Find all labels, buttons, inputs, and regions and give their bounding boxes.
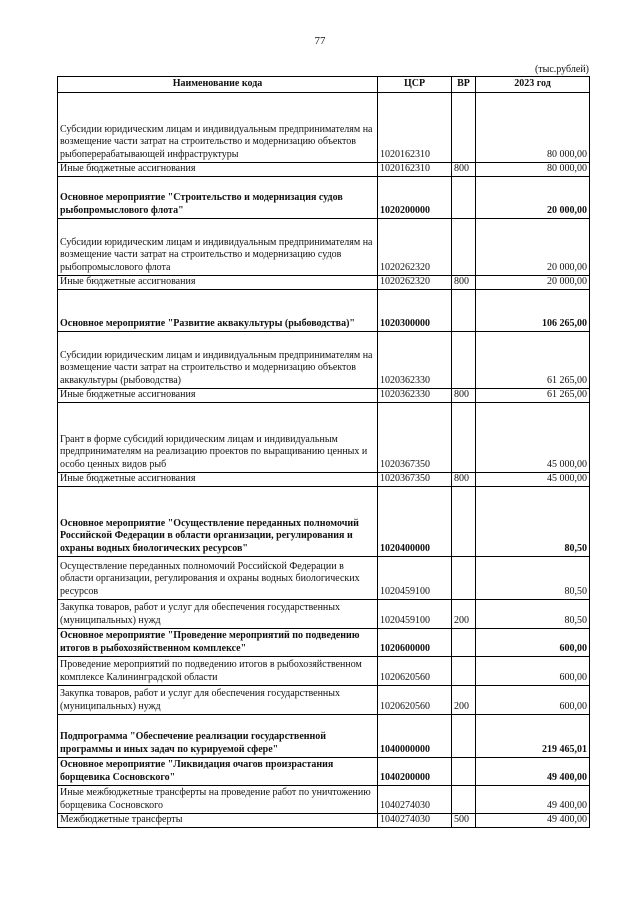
row-amount: 20 000,00 [476,218,590,275]
header-vr: ВР [452,77,476,93]
table-row [58,472,590,486]
row-name: Субсидии юридическим лицам и индивидуальным предпринимателям на возмещение части затрат на строительство и модернизацию объектов рыбоперерабатывающей инфраструктуры [58,92,378,162]
table-row [58,556,590,599]
row-name: Иные бюджетные ассигнования [58,162,378,176]
row-vr [452,331,476,388]
table-row [58,402,590,472]
row-code: 1020400000 [378,486,452,556]
row-vr: 200 [452,599,476,628]
table-row [58,599,590,628]
table-row [58,388,590,402]
row-code: 1040200000 [378,757,452,785]
row-amount: 20 000,00 [476,275,590,289]
row-amount: 61 265,00 [476,388,590,402]
row-vr: 800 [452,275,476,289]
row-amount: 20 000,00 [476,176,590,218]
row-name: Иные бюджетные ассигнования [58,275,378,289]
table-row [58,176,590,218]
row-vr [452,656,476,685]
row-code: 1020367350 [378,402,452,472]
row-code: 1020262320 [378,275,452,289]
row-code: 1040000000 [378,714,452,757]
row-vr: 500 [452,813,476,827]
table-row [58,331,590,388]
row-vr [452,218,476,275]
header-code: ЦСР [378,77,452,93]
row-name: Закупка товаров, работ и услуг для обеспечения государственных (муниципальных) нужд [58,599,378,628]
row-amount: 600,00 [476,628,590,656]
row-code: 1020459100 [378,599,452,628]
table-header-row [58,77,590,93]
row-name: Субсидии юридическим лицам и индивидуальным предпринимателям на возмещение части затрат на строительство и модернизацию объектов аквакультуры (рыбоводства) [58,331,378,388]
table-row [58,757,590,785]
header-name: Наименование кода [58,77,378,93]
row-code: 1020362330 [378,388,452,402]
table-row [58,218,590,275]
row-amount: 219 465,01 [476,714,590,757]
row-vr [452,757,476,785]
row-vr [452,176,476,218]
table-row [58,486,590,556]
table-row [58,785,590,813]
row-vr: 800 [452,472,476,486]
unit-note: (тыс.рублей) [534,64,589,75]
row-code: 1020367350 [378,472,452,486]
row-amount: 80 000,00 [476,162,590,176]
row-name: Грант в форме субсидий юридическим лицам и индивидуальным предпринимателям на реализацию проектов по выращиванию ценных и особо ценных видов рыб [58,402,378,472]
row-code: 1020162310 [378,162,452,176]
header-amount: 2023 год [476,77,590,93]
row-vr [452,402,476,472]
row-vr [452,556,476,599]
row-vr [452,289,476,331]
row-code: 1040274030 [378,785,452,813]
row-code: 1040274030 [378,813,452,827]
row-code: 1020262320 [378,218,452,275]
row-vr [452,785,476,813]
row-name: Закупка товаров, работ и услуг для обеспечения государственных (муниципальных) нужд [58,685,378,714]
row-code: 1020362330 [378,331,452,388]
row-vr: 800 [452,388,476,402]
row-amount: 80,50 [476,486,590,556]
table-row [58,162,590,176]
row-name: Субсидии юридическим лицам и индивидуальным предпринимателям на возмещение части затрат на строительство и модернизацию судов рыбопромыслового флота [58,218,378,275]
row-name: Основное мероприятие "Строительство и модернизация судов рыбопромыслового флота" [58,176,378,218]
row-amount: 45 000,00 [476,472,590,486]
table-row [58,628,590,656]
row-vr: 800 [452,162,476,176]
row-amount: 80,50 [476,556,590,599]
table-row [58,275,590,289]
row-name: Иные межбюджетные трансферты на проведение работ по уничтожению борщевика Сосновского [58,785,378,813]
row-code: 1020620560 [378,685,452,714]
row-code: 1020162310 [378,92,452,162]
row-code: 1020459100 [378,556,452,599]
row-amount: 61 265,00 [476,331,590,388]
row-amount: 80 000,00 [476,92,590,162]
row-name: Иные бюджетные ассигнования [58,472,378,486]
row-name: Основное мероприятие "Проведение мероприятий по подведению итогов в рыбохозяйственном комплексе" [58,628,378,656]
table-row [58,656,590,685]
row-vr: 200 [452,685,476,714]
row-amount: 49 400,00 [476,757,590,785]
row-name: Основное мероприятие "Ликвидация очагов произрастания борщевика Сосновского" [58,757,378,785]
row-name: Подпрограмма "Обеспечение реализации государственной программы и иных задач по курируемой сфере" [58,714,378,757]
row-name: Основное мероприятие "Осуществление переданных полномочий Российской Федерации в области организации, регулирования и охраны водных биологических ресурсов" [58,486,378,556]
row-code: 1020300000 [378,289,452,331]
row-code: 1020200000 [378,176,452,218]
row-name: Проведение мероприятий по подведению итогов в рыбохозяйственном комплексе Калининградской области [58,656,378,685]
row-vr [452,714,476,757]
row-amount: 49 400,00 [476,813,590,827]
table-row [58,92,590,162]
row-amount: 600,00 [476,656,590,685]
row-name: Иные бюджетные ассигнования [58,388,378,402]
row-amount: 80,50 [476,599,590,628]
row-amount: 45 000,00 [476,402,590,472]
table-row [58,714,590,757]
row-name: Осуществление переданных полномочий Российской Федерации в области организации, регулирования и охраны водных биологических ресурсов [58,556,378,599]
row-name: Основное мероприятие "Развитие аквакультуры (рыбоводства)" [58,289,378,331]
page-number: 77 [314,35,326,47]
table-row [58,685,590,714]
table-row [58,289,590,331]
row-vr [452,628,476,656]
budget-table [57,76,590,828]
row-vr [452,92,476,162]
row-code: 1020620560 [378,656,452,685]
row-vr [452,486,476,556]
row-amount: 106 265,00 [476,289,590,331]
row-name: Межбюджетные трансферты [58,813,378,827]
row-amount: 600,00 [476,685,590,714]
row-code: 1020600000 [378,628,452,656]
table-row [58,813,590,827]
table-body [58,92,590,827]
row-amount: 49 400,00 [476,785,590,813]
